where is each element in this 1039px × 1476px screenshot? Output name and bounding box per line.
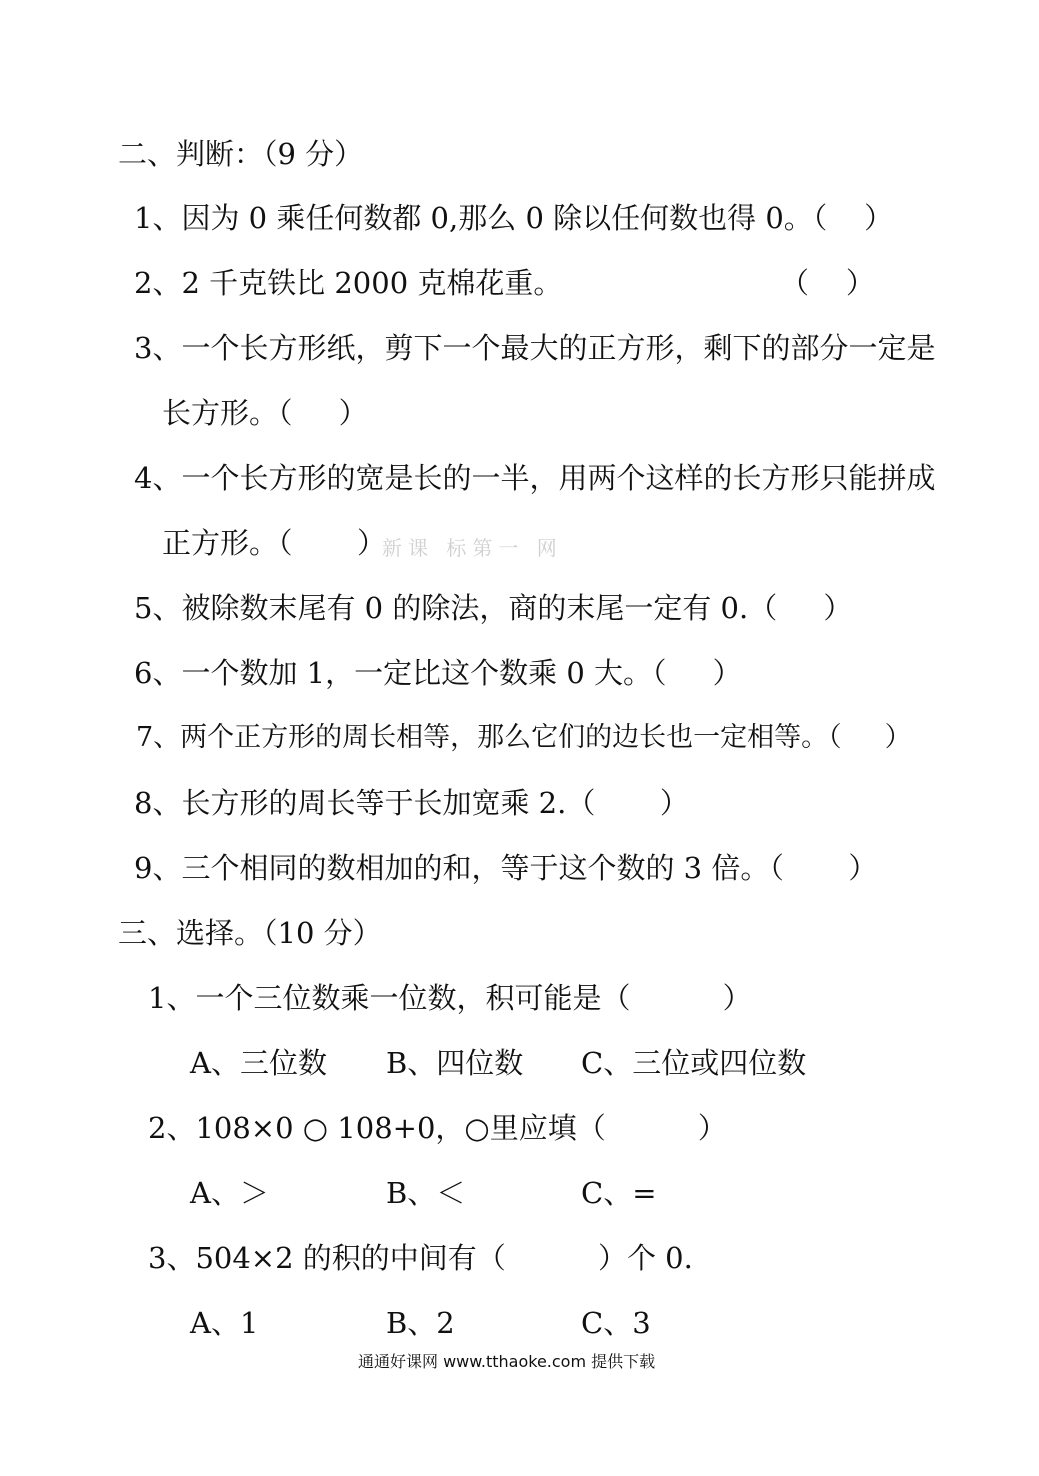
judge-item-6: 6、一个数加 1，一定比这个数乘 0 大。（ ） [134, 656, 742, 690]
judge-item-4: 4、一个长方形的宽是长的一半，用两个这样的长方形只能拼成 [134, 461, 936, 495]
judge-item-8: 8、长方形的周长等于长加宽乘 2.（ ） [134, 786, 689, 820]
judge-item-5: 5、被除数末尾有 0 的除法，商的末尾一定有 0.（ ） [134, 591, 853, 625]
judge-item-2-bracket: （ ） [780, 266, 875, 300]
choice-q1-option-a: A、三位数 [190, 1046, 327, 1080]
section-2-heading: 二、判断：（9 分） [118, 137, 364, 171]
judge-item-4-cont: 正方形。（ ） [162, 526, 387, 560]
choice-q1-option-b: B、四位数 [386, 1046, 524, 1080]
choice-q3-option-a: A、1 [190, 1306, 259, 1340]
judge-item-9: 9、三个相同的数相加的和，等于这个数的 3 倍。（ ） [134, 851, 878, 885]
choice-q2: 2、108×0 ○ 108+0，○里应填（ ） [148, 1111, 727, 1145]
judge-item-3-cont: 长方形。（ ） [162, 396, 368, 430]
judge-item-1: 1、因为 0 乘任何数都 0,那么 0 除以任何数也得 0。（ ） [134, 201, 894, 235]
choice-q3-option-c: C、3 [581, 1306, 651, 1340]
choice-q3: 3、504×2 的积的中间有（ ）个 0. [148, 1241, 693, 1275]
page-footer: 通通好课网 www.tthaoke.com 提供下载 [358, 1352, 656, 1371]
choice-q3-option-b: B、2 [386, 1306, 455, 1340]
choice-q2-option-a: A、＞ [190, 1176, 269, 1210]
judge-item-7: 7、两个正方形的周长相等，那么它们的边长也一定相等。（ ） [136, 722, 912, 753]
choice-q2-option-b: B、＜ [386, 1176, 466, 1210]
choice-q2-option-c: C、= [581, 1176, 657, 1210]
judge-item-3: 3、一个长方形纸，剪下一个最大的正方形，剩下的部分一定是 [134, 331, 936, 365]
watermark: 新课 标第一 网 [382, 536, 563, 560]
section-3-heading: 三、选择。（10 分） [118, 916, 382, 950]
choice-q1: 1、一个三位数乘一位数，积可能是（ ） [148, 981, 752, 1015]
judge-item-2: 2、2 千克铁比 2000 克棉花重。 [134, 266, 563, 300]
choice-q1-option-c: C、三位或四位数 [581, 1046, 807, 1080]
